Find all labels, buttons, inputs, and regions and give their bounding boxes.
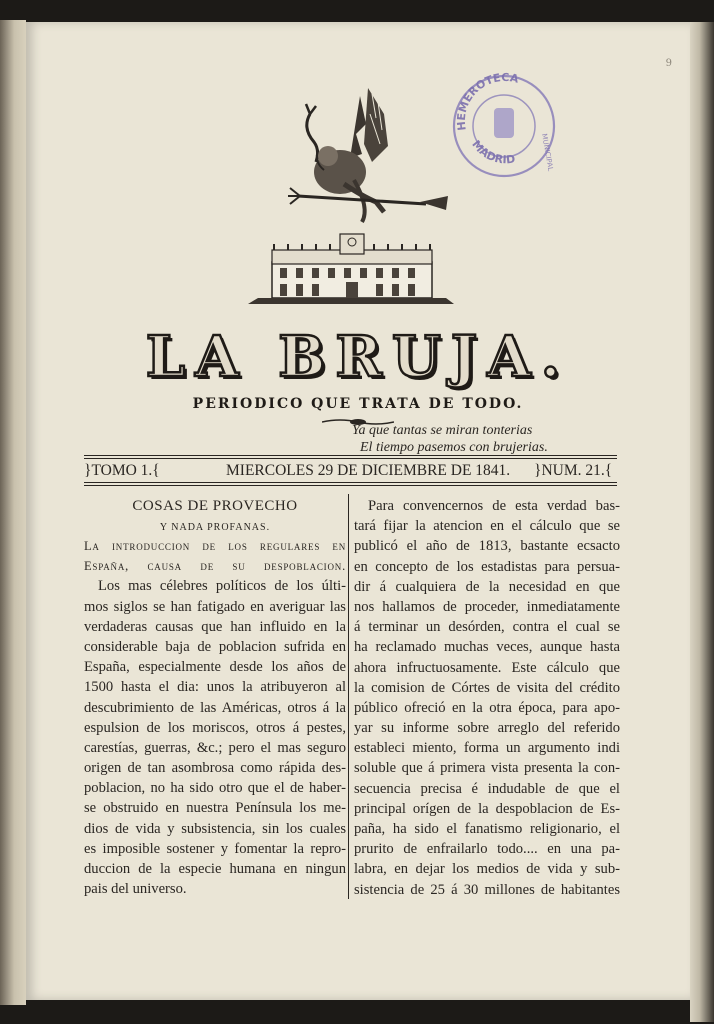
issue-tomo: }TOMO 1.{ (84, 462, 160, 479)
issue-line (84, 462, 617, 482)
masthead-title: LA BRUJA. (145, 324, 571, 390)
text-line: dios de vida y subsistencia, sin los cuales (84, 820, 346, 837)
text-line: nos hallamos de proceder, inmediatamente (354, 598, 620, 615)
text-line: verdaderas causas que han influido en la (84, 618, 346, 635)
epigraph-line-1: Ya que tantas se miran tonterias (352, 423, 533, 438)
text-line: España, especialmente desde los años de (84, 659, 346, 676)
text-line: 1500 hasta el dia: unos la atribuyeron al (84, 679, 346, 696)
text-line: prurito de enfrailarlo todo.... en una pa- (354, 841, 620, 858)
text-line: en concepto de los estadistas para persua- (354, 558, 620, 575)
newspaper-page (26, 22, 690, 1000)
article-left-column (84, 496, 346, 899)
text-line: considerable baja de poblacion sufrida en (84, 638, 346, 655)
stamp-right-text: MUNICIPAL (540, 132, 555, 172)
epigraph-line-2: El tiempo pasemos con brujerias. (360, 440, 548, 455)
article-heading-line: España, causa de su despoblacion. (84, 559, 346, 574)
page-mark: 9 (665, 58, 672, 69)
text-line: poblacion, no ha sido otro que el de haber- (84, 780, 346, 797)
text-line: secuencia precisa é indudable de que el (354, 780, 620, 797)
text-line: sistencia de 25 á 30 millones de habitantes (354, 881, 620, 898)
article-heading-line: La introduccion de los regulares en (84, 539, 346, 553)
header-rule-top (84, 455, 617, 456)
text-line: es imposible sostener y fomentar la repro- (84, 840, 346, 857)
text-line: pais del universo. (84, 881, 187, 898)
text-line: tará fijar la atencion en el cálculo que se (354, 518, 620, 535)
issue-date: MIERCOLES 29 DE DICIEMBRE DE 1841. (226, 462, 511, 479)
header-rule-top-inner (84, 458, 617, 459)
text-line: principal orígen de la despoblacion de Es- (354, 800, 620, 817)
column-divider (348, 494, 349, 899)
text-line: publicó el año de 1813, bastante ecsacto (354, 538, 620, 555)
article-subtitle: Y NADA PROFANAS. (159, 522, 271, 533)
text-line: espulsion de los moriscos, otros á pestes, (84, 719, 346, 736)
text-line: dir á cualquiera de la necesidad en que (354, 578, 620, 595)
text-line: yar su informe sobre arreglo del referido (354, 720, 620, 737)
header-rule-bottom-inner (84, 485, 617, 486)
epigraph (352, 422, 592, 456)
text-line: ha reclamado muchas veces, aunque hasta (354, 639, 620, 656)
right-page-edge (690, 22, 714, 1022)
text-line: público ofreció en la otra época, para apo- (354, 699, 620, 716)
text-line: ahora infructuosamente. Este cálculo que (354, 659, 620, 676)
masthead-subtitle: PERIODICO QUE TRATA DE TODO. (192, 396, 524, 412)
text-line: á terminar un desórden, contra el cual se (354, 619, 620, 636)
stamp-bottom-text: MADRID (469, 137, 516, 167)
text-line: duccion de la especie humana en ningun (84, 861, 346, 877)
header-rule-bottom (84, 482, 617, 483)
stamp-top-text: HEMEROTECA (454, 70, 520, 132)
text-line: Los mas célebres políticos de los últi- (98, 578, 346, 595)
text-line: soluble que á primera vista presenta la con- (354, 760, 620, 777)
svg-text:MADRID (469, 138, 516, 167)
library-stamp-icon (448, 68, 560, 180)
text-line: paña, ha sido el fanatismo religionario, el (354, 821, 620, 837)
issue-number: }NUM. 21.{ (534, 462, 613, 479)
article-right-column (354, 496, 620, 900)
witch-on-broom-over-building-icon (244, 84, 456, 308)
text-line: descubrimiento de las Américas, otros á la (84, 699, 346, 716)
text-line: labra, en dejar los medios de vida y sub- (354, 861, 620, 878)
text-line: estableci miento, forma un argumento indi (354, 740, 620, 757)
text-line: mos siglos se han fatigado en averiguar las (84, 598, 346, 615)
text-line: Para convencernos de esta verdad bas- (368, 498, 620, 514)
text-line: se obstruido en nuestra Península los me- (84, 800, 346, 817)
text-line: la comision de Córtes de visita del crédito (354, 679, 620, 696)
text-line: origen de tan asombrosa como rápida des- (84, 760, 346, 777)
left-page-edge (0, 20, 26, 1005)
text-line: carestías, guerras, &c.; pero el mas seguro (84, 739, 346, 756)
article-title: COSAS DE PROVECHO (132, 498, 298, 514)
